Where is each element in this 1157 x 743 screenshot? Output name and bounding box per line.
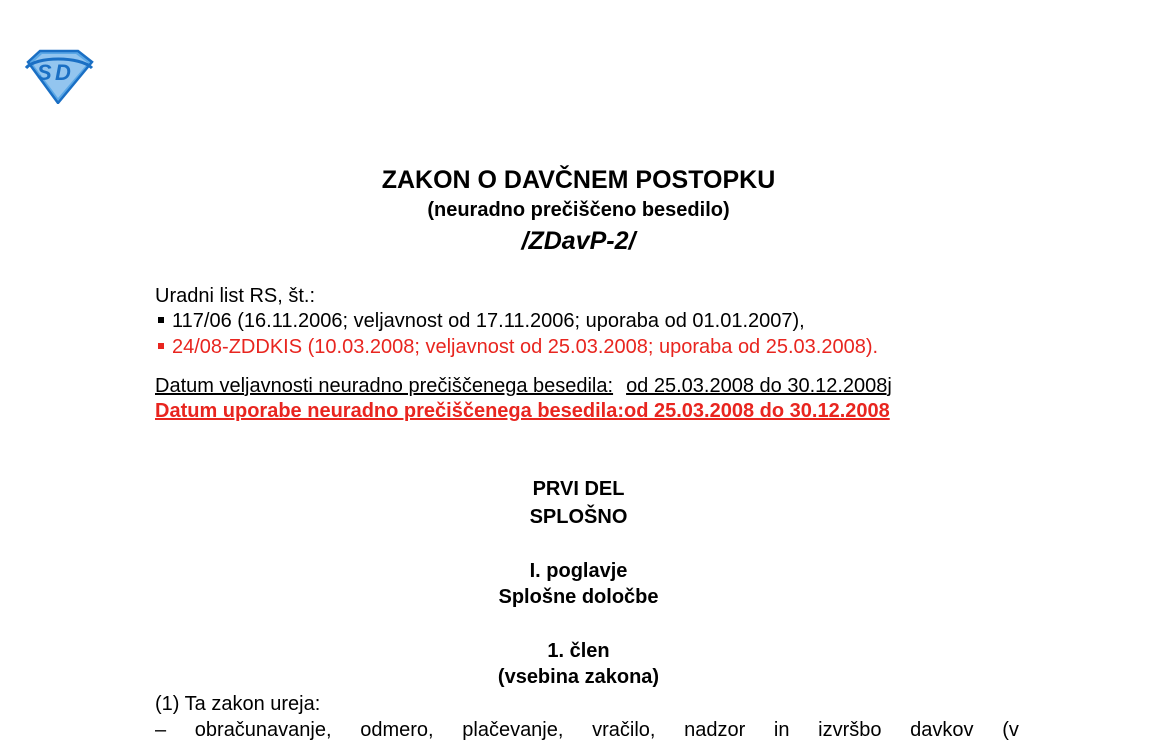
article-heading: 1. člen [547, 640, 610, 662]
document-title: ZAKON O DAVČNEM POSTOPKU [381, 166, 776, 194]
part-title: SPLOŠNO [529, 506, 628, 528]
document-abbreviation: /ZDavP-2/ [521, 227, 636, 255]
document-subtitle: (neuradno prečiščeno besedilo) [427, 199, 730, 221]
list-word: izvršbo [818, 719, 882, 741]
paragraph-1: (1) Ta zakon ureja: [155, 693, 321, 715]
usage-line: Datum uporabe neuradno prečiščenega besedila:od 25.03.2008 do 30.12.2008 [155, 400, 890, 422]
list-word: nadzor [684, 719, 746, 741]
list-word: plačevanje, [462, 719, 564, 741]
list-word: in [773, 719, 790, 741]
list-word: odmero, [360, 719, 434, 741]
validity-value: od 25.03.2008 do 30.12.2008j [626, 375, 892, 397]
amendment-text: 24/08-ZDDKIS (10.03.2008; veljavnost od 25.03.2008; uporaba od 25.03.2008). [172, 336, 879, 358]
svg-text:D: D [55, 60, 71, 85]
bullet-square-icon [158, 343, 164, 349]
article-title: (vsebina zakona) [497, 666, 660, 688]
list-item [155, 719, 1019, 742]
amendment-item [155, 336, 878, 359]
amendment-item [155, 310, 805, 333]
list-word: (v [1002, 719, 1019, 741]
list-word: obračunavanje, [194, 719, 332, 741]
part-heading: PRVI DEL [532, 478, 625, 500]
amendment-text: 117/06 (16.11.2006; veljavnost od 17.11.2006; uporaba od 01.01.2007), [172, 310, 805, 332]
validity-line [155, 375, 892, 398]
gazette-label: Uradni list RS, št.: [155, 285, 316, 307]
chapter-heading: I. poglavje [529, 560, 628, 582]
svg-text:S: S [37, 60, 52, 85]
chapter-title: Splošne določbe [498, 586, 659, 608]
list-word: davkov [910, 719, 974, 741]
bullet-square-icon [158, 317, 164, 323]
list-word: vračilo, [592, 719, 656, 741]
list-word: – [155, 719, 167, 741]
validity-label: Datum veljavnosti neuradno prečiščenega besedila: [155, 375, 614, 397]
sd-logo-icon [22, 48, 96, 104]
